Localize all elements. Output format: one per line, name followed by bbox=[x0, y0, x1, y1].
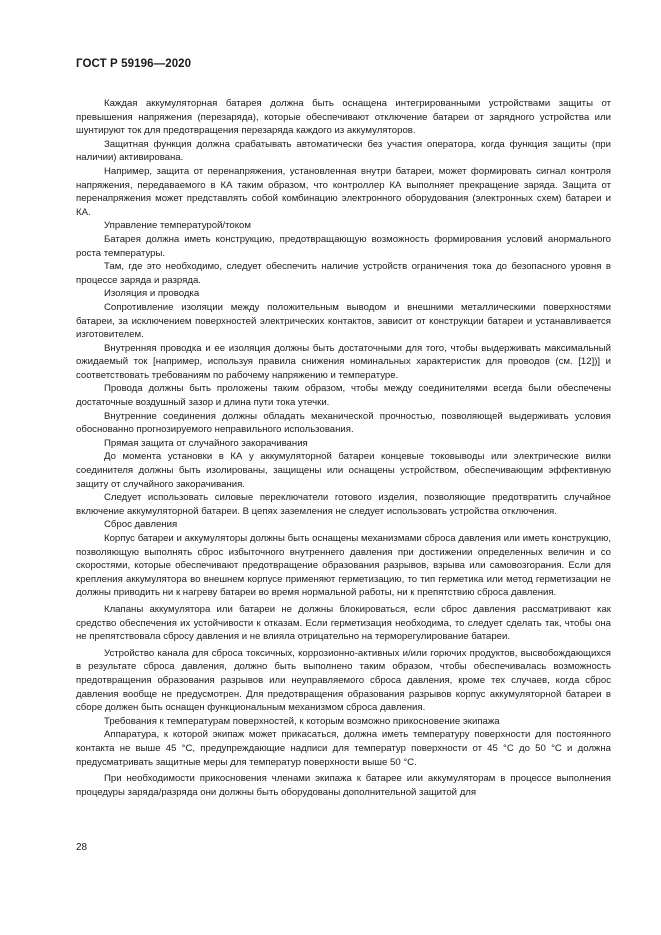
paragraph: Там, где это необходимо, следует обеспечить наличие устройств ограничения тока до безопасного уровня в процессе заряда и разряда. bbox=[76, 261, 611, 286]
paragraph: Каждая аккумуляторная батарея должна быть оснащена интегрированными устройствами защиты от превышения напряжения (перезаряда), которые обеспечивают отключение батареи от зарядного устройства или шунтируют ток для предотвращения перезаряда каждого из аккумуляторов. bbox=[76, 98, 611, 137]
page-number: 28 bbox=[76, 842, 88, 853]
document-header: ГОСТ Р 59196—2020 bbox=[76, 58, 192, 70]
paragraph: Батарея должна иметь конструкцию, предотвращающую возможность формирования условий анормального роста температуры. bbox=[76, 233, 611, 259]
section-heading-insulation: Изоляция и проводка bbox=[104, 288, 200, 300]
paragraph: Провода должны быть проложены таким образом, чтобы между соединителями всегда были обеспечены достаточные воздушный зазор и длина пути тока утечки. bbox=[76, 383, 611, 409]
paragraph: Устройство канала для сброса токсичных, коррозионно-активных и/или горючих продуктов, высвобождающихся в результате сброса давления, должно быть выполнено таким образом, чтобы обеспечивалась возможность предотвращения образования разрывов или неуправляемого сброса давления, кроме тех случаев, когда сброс давления вообще не предусмотрен. Для предотвращения образования разрывов корпус аккумуляторной батареи в сборе должен быть оснащен функциональным механизмом сброса давления. bbox=[76, 647, 611, 714]
section-heading-temperature: Управление температурой/током bbox=[104, 220, 251, 232]
paragraph: Аппаратура, к которой экипаж может прикасаться, должна иметь температуру поверхности для постоянного контакта не выше 45 °С, предупреждающие надписи для температур поверхности от 45 °С до 50 °С и должна предусматривать защитные меры для температур поверхности выше 50 °С. bbox=[76, 729, 611, 768]
paragraph: Внутренние соединения должны обладать механической прочностью, позволяющей выдерживать условия обоснованно прогнозируемого неправильного использования. bbox=[76, 410, 611, 436]
paragraph: Следует использовать силовые переключатели готового изделия, позволяющие предотвратить случайное включение аккумуляторной батареи. В цепях заземления не следует использовать устройства отключения. bbox=[76, 492, 611, 517]
section-heading-pressure-relief: Сброс давления bbox=[104, 519, 178, 531]
paragraph: При необходимости прикосновения членами экипажа к батарее или аккумуляторам в процессе выполнения процедуры заряда/разряда они должны быть оборудованы дополнительной защитой для bbox=[76, 773, 611, 798]
paragraph: Защитная функция должна срабатывать автоматически без участия оператора, когда функция защиты (при наличии) активирована. bbox=[76, 138, 611, 164]
section-heading-short-circuit: Прямая защита от случайного закорачивания bbox=[104, 437, 308, 449]
section-heading-surface-temperature: Требования к температурам поверхностей, к которым возможно прикосновение экипажа bbox=[104, 715, 500, 727]
paragraph: Клапаны аккумулятора или батареи не должны блокироваться, если сброс давления рассматривают как средство обеспечения их устойчивости к отказам. Если герметизация необходима, то следует сделать так, чтобы она не препятствовала сбросу давления и не влияла отрицательно на терморегулирование батареи. bbox=[76, 603, 611, 643]
paragraph: Внутренняя проводка и ее изоляция должны быть достаточными для того, чтобы выдерживать максимальный ожидаемый ток [например, используя правила снижения номинальных характеристик для проводов (см. [12])] и соответствовать требованиям по рабочему напряжению и температуре. bbox=[76, 342, 611, 381]
paragraph: Например, защита от перенапряжения, установленная внутри батареи, может формировать сигнал контроля напряжения, передаваемого в КА таким образом, что контроллер КА выполняет прекращение заряда. Защита от перенапряжения может представлять собой комбинацию электронного оборудования (электронных схем) батареи и КА. bbox=[76, 165, 611, 218]
paragraph: До момента установки в КА у аккумуляторной батареи концевые токовыводы или электрические вилки соединителя должны быть изолированы, защищены или оснащены устройством, обеспечивающим эффективную защиту от случайного закорачивания. bbox=[76, 451, 611, 490]
document-body bbox=[76, 97, 611, 799]
paragraph: Корпус батареи и аккумуляторы должны быть оснащены механизмами сброса давления или иметь конструкцию, позволяющую выполнять сброс избыточного внутреннего давления при достижении определенных величин и со скоростями, которые обеспечивают предотвращение образования разрывов, взрыва или самовозгорания. Если для крепления аккумулятора во внешнем корпусе применяют герметизацию, то тип герметика или метод герметизации не должны приводить ни к нагреву батареи во время нормальной работы, ни к препятствию сброса давления. bbox=[76, 533, 611, 599]
paragraph: Сопротивление изоляции между положительным выводом и внешними металлическими поверхностями батареи, за исключением поверхностей электрических контактов, зависит от конструкции батареи и устанавливается изготовителем. bbox=[76, 301, 611, 341]
